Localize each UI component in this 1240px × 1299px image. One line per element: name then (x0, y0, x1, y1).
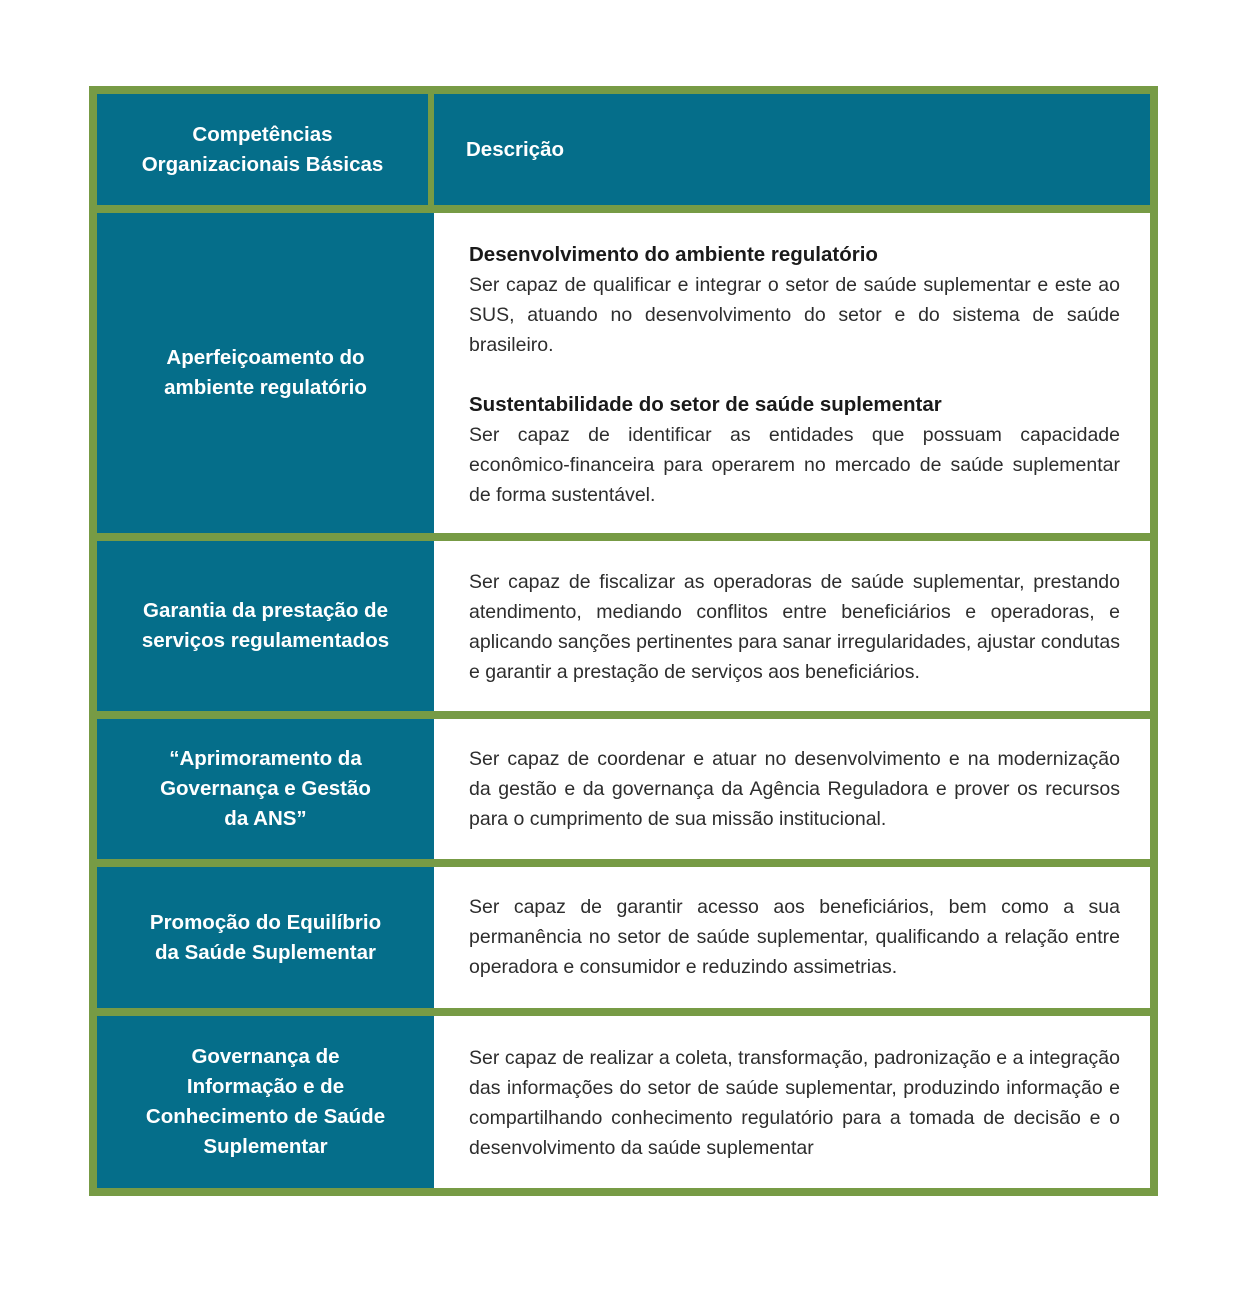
table-row (97, 541, 1150, 711)
competency-line: Governança e Gestão (160, 777, 371, 800)
header-description: Descrição (434, 94, 1150, 205)
competency-line: Conhecimento de Saúde (145, 1105, 386, 1128)
competency-line: da Saúde Suplementar (154, 940, 376, 964)
competency-cell (97, 541, 434, 711)
competency-line: Suplementar (203, 1135, 328, 1158)
description-cell (434, 541, 1150, 711)
section-title: Desenvolvimento do ambiente regulatório (469, 243, 878, 266)
section-text: Ser capaz de qualificar e integrar o setor de saúde suplementar e este ao SUS, atuando no desenvolvimento do setor e do sistema de saúde brasileiro. (469, 274, 1120, 356)
table-row (97, 1016, 1150, 1188)
competency-cell (97, 719, 434, 859)
competencies-table (89, 86, 1158, 1196)
competency-line: “Aprimoramento da (169, 747, 362, 770)
description-text: Ser capaz de garantir acesso aos beneficiários, bem como a sua permanência no setor de saúde suplementar, qualificando a relação entre operadora e consumidor e reduzindo assimetrias. (469, 896, 1120, 978)
description-text: Ser capaz de realizar a coleta, transformação, padronização e a integração das informações do setor de saúde suplementar, produzindo informação e compartilhando conhecimento regulatório para a tomada de decisão e o desenvolvimento da saúde suplementar (469, 1047, 1120, 1159)
competency-line: da ANS” (224, 807, 307, 830)
table-row (97, 867, 1150, 1008)
competency-line: ambiente regulatório (164, 376, 367, 399)
competency-cell (97, 213, 434, 533)
competency-cell (97, 867, 434, 1008)
header-competencies-line-1: Competências (192, 122, 333, 146)
competency-line: Garantia da prestação de (143, 599, 388, 622)
section-title: Sustentabilidade do setor de saúde suplementar (469, 393, 942, 416)
table-row (97, 719, 1150, 859)
description-cell (434, 867, 1150, 1008)
table-row (97, 213, 1150, 533)
description-text: Ser capaz de coordenar e atuar no desenvolvimento e na modernização da gestão e da governança da Agência Reguladora e prover os recursos para o cumprimento de sua missão institucional. (469, 748, 1120, 830)
competency-line: Promoção do Equilíbrio (149, 910, 382, 934)
competency-line: Governança de (191, 1045, 340, 1068)
description-cell (434, 213, 1150, 533)
description-cell (434, 719, 1150, 859)
description-cell (434, 1016, 1150, 1188)
header-competencies-line-2: Organizacionais Básicas (141, 152, 384, 176)
section-text: Ser capaz de identificar as entidades que possuam capacidade econômico-financeira para operarem no mercado de saúde suplementar de forma sustentável. (469, 424, 1120, 506)
competency-line: Informação e de (186, 1075, 345, 1098)
header-competencies (97, 94, 428, 205)
competency-line: serviços regulamentados (141, 629, 390, 652)
competency-cell (97, 1016, 434, 1188)
competency-line: Aperfeiçoamento do (166, 346, 365, 369)
table-header-row (97, 94, 1150, 205)
description-text: Ser capaz de fiscalizar as operadoras de saúde suplementar, prestando atendimento, mediando conflitos entre beneficiários e operadoras, e aplicando sanções pertinentes para sanar irregularidades, ajustar condutas e garantir a prestação de serviços aos beneficiários. (469, 571, 1120, 683)
